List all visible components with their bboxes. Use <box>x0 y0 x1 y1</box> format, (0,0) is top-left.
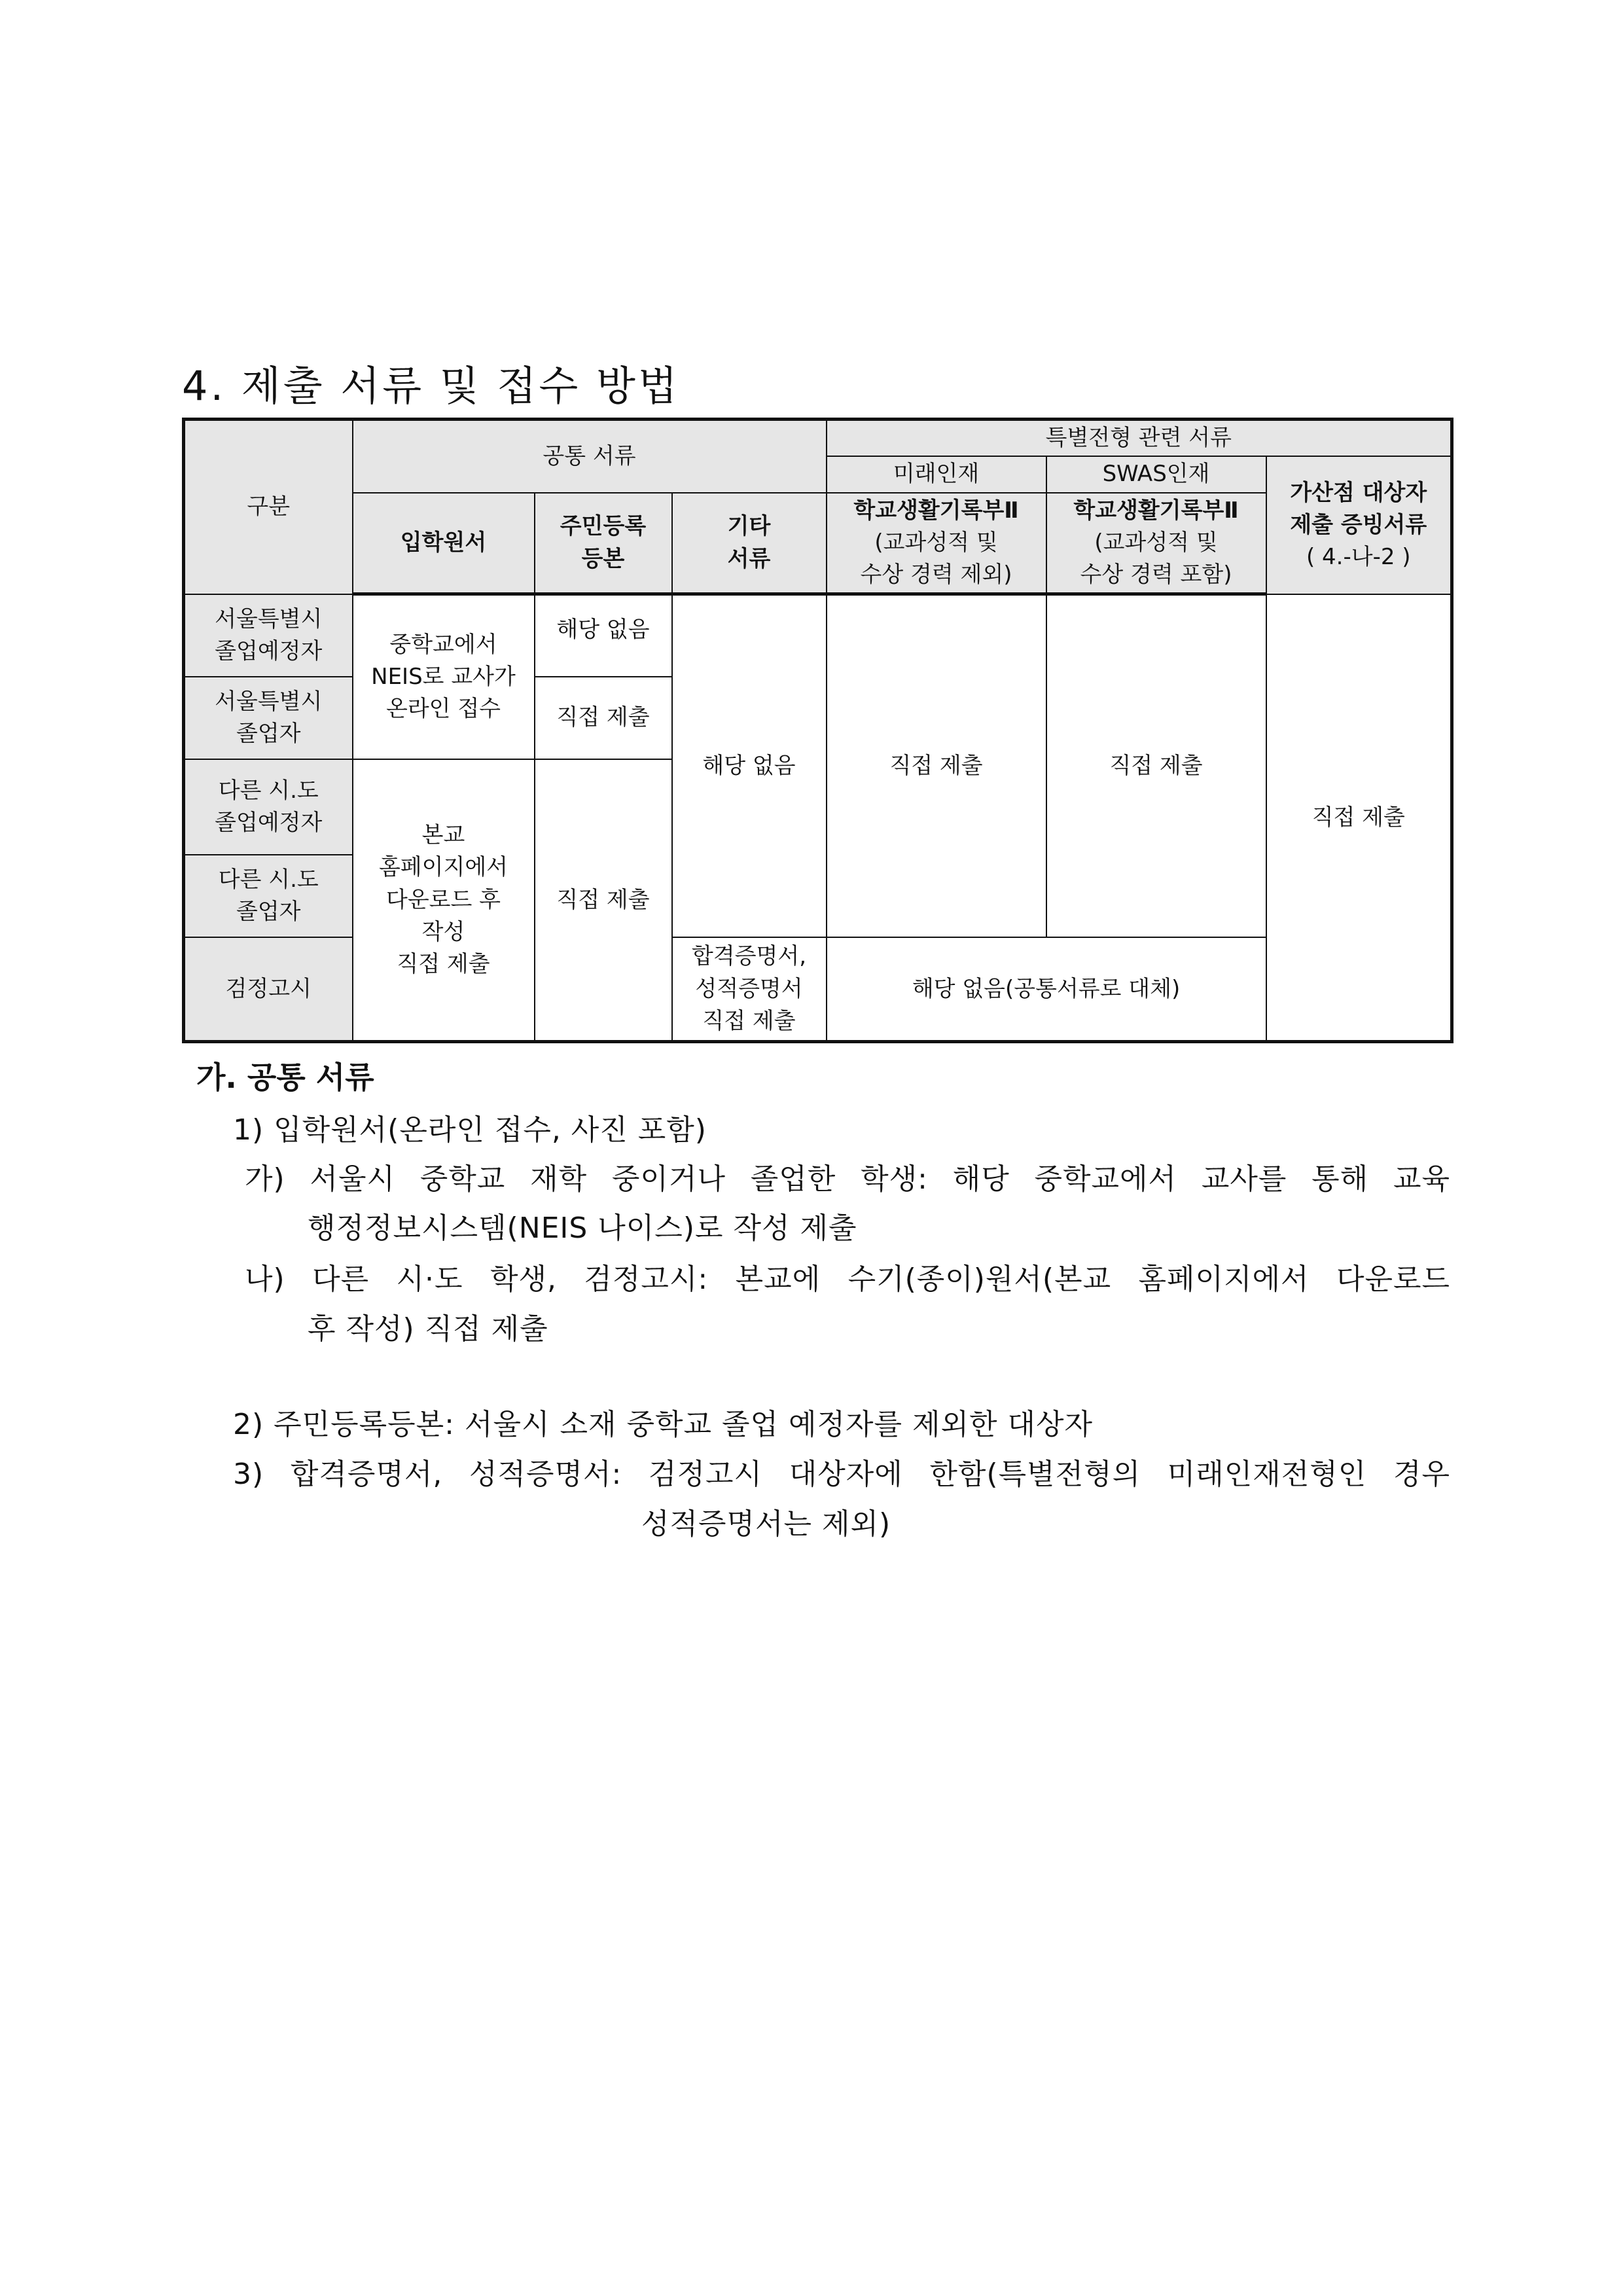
item-1-b-line2: 후 작성) 직접 제출 <box>308 1312 548 1346</box>
header-resident: 주민등록 등본 <box>535 493 672 594</box>
row-label-other-graduate: 다른 시.도 졸업자 <box>184 855 353 937</box>
cell-seoul-application: 중학교에서 NEIS로 교사가 온라인 접수 <box>353 594 535 759</box>
cell-seoul-resident-none: 해당 없음 <box>535 594 672 677</box>
item-1-a-line2: 행정정보시스템(NEIS 나이스)로 작성 제출 <box>308 1211 857 1245</box>
header-other: 기타 서류 <box>672 493 827 594</box>
item-3-line2: 성적증명서는 제외) <box>641 1507 891 1541</box>
cell-swas-direct: 직접 제출 <box>1046 594 1266 937</box>
cell-other-resident-direct: 직접 제출 <box>535 759 672 1042</box>
item-3-line1: 3) 합격증명서, 성적증명서: 검정고시 대상자에 한함(특별전형의 미래인재전형인 경우 <box>233 1458 1450 1491</box>
cell-seoul-grad-resident: 직접 제출 <box>535 677 672 759</box>
section-heading: 4. 제출 서류 및 접수 방법 <box>182 362 680 410</box>
cell-bonus-direct: 직접 제출 <box>1266 594 1452 1042</box>
cell-other-application: 본교 홈페이지에서 다운로드 후 작성 직접 제출 <box>353 759 535 1042</box>
header-category: 구분 <box>184 420 353 594</box>
row-label-ged: 검정고시 <box>184 937 353 1042</box>
header-record-swas: 학교생활기록부Ⅱ (교과성적 및 수상 경력 포함) <box>1046 493 1266 594</box>
header-record-future: 학교생활기록부Ⅱ (교과성적 및 수상 경력 제외) <box>827 493 1046 594</box>
row-label-seoul-expected: 서울특별시 졸업예정자 <box>184 594 353 677</box>
header-future: 미래인재 <box>827 456 1046 492</box>
header-application: 입학원서 <box>353 493 535 594</box>
row-label-other-expected: 다른 시.도 졸업예정자 <box>184 759 353 855</box>
header-swas: SWAS인재 <box>1046 456 1266 492</box>
row-label-seoul-graduate: 서울특별시 졸업자 <box>184 677 353 759</box>
cell-other-docs-none: 해당 없음 <box>672 594 827 937</box>
header-bonus-docs: 가산점 대상자 제출 증빙서류 ( 4.-나-2 ) <box>1266 456 1452 594</box>
cell-ged-special-none: 해당 없음(공통서류로 대체) <box>827 937 1266 1042</box>
cell-ged-other-docs: 합격증명서, 성적증명서 직접 제출 <box>672 937 827 1042</box>
item-1-a-line1: 가) 서울시 중학교 재학 중이거나 졸업한 학생: 해당 중학교에서 교사를 통해 교육 <box>245 1162 1450 1196</box>
submission-table <box>182 418 1454 1043</box>
item-2: 2) 주민등록등본: 서울시 소재 중학교 졸업 예정자를 제외한 대상자 <box>233 1408 1093 1441</box>
item-1-b-line1: 나) 다른 시·도 학생, 검정고시: 본교에 수기(종이)원서(본교 홈페이지에서 다운로드 <box>245 1263 1450 1296</box>
header-common-docs: 공통 서류 <box>353 420 827 493</box>
cell-future-direct: 직접 제출 <box>827 594 1046 937</box>
subsection-title: 가. 공통 서류 <box>196 1060 374 1095</box>
item-1: 1) 입학원서(온라인 접수, 사진 포함) <box>233 1113 707 1147</box>
header-special-docs: 특별전형 관련 서류 <box>827 420 1452 457</box>
